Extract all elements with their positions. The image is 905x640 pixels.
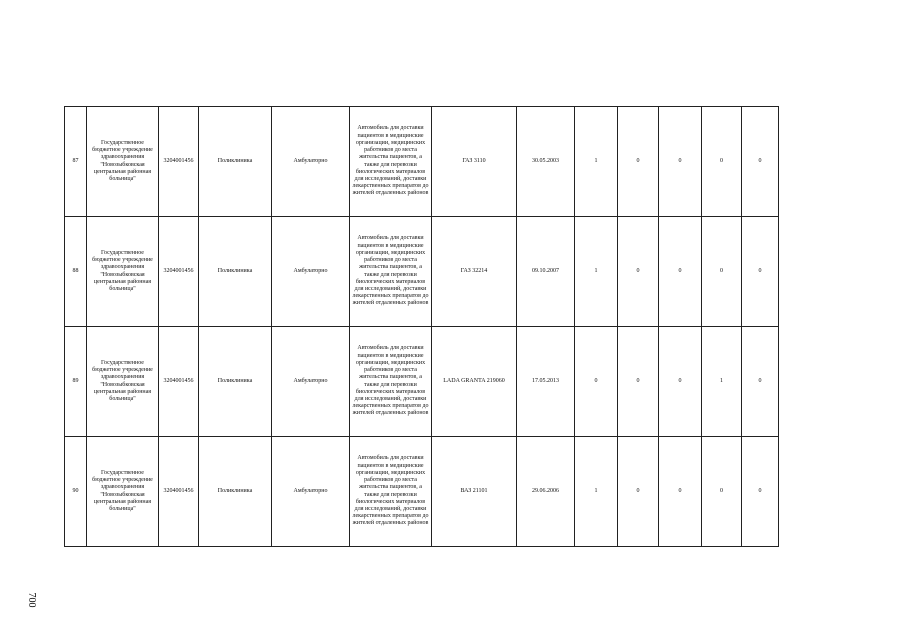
registration-date: 09.10.2007: [517, 217, 575, 327]
quantity-cell: 0: [659, 107, 702, 217]
care-kind: Амбулаторно: [272, 437, 350, 547]
quantity-cell: 0: [659, 437, 702, 547]
care-kind: Амбулаторно: [272, 107, 350, 217]
vehicle-purpose: Автомобиль для доставки пациентов в медицинские организации, медицинских работников до места жительства пациентов, а также для перевозки биологических материалов для исследований, доставки лекарственных препаратов до жителей отдаленных районов: [350, 217, 432, 327]
inn-code: 3204001456: [159, 107, 199, 217]
quantity-cell: 0: [618, 327, 659, 437]
unit-type: Поликлиника: [199, 327, 272, 437]
registration-date: 29.06.2006: [517, 437, 575, 547]
vehicle-register-table: [64, 106, 779, 547]
vehicle-model: ГАЗ 32214: [432, 217, 517, 327]
vehicle-model: ВАЗ 21101: [432, 437, 517, 547]
inn-code: 3204001456: [159, 437, 199, 547]
table-row: [65, 107, 779, 217]
table-body: [65, 107, 779, 547]
quantity-cell: 1: [575, 437, 618, 547]
quantity-cell: 0: [742, 437, 779, 547]
table-row: [65, 437, 779, 547]
quantity-cell: 1: [575, 107, 618, 217]
vehicle-model: ГАЗ 3110: [432, 107, 517, 217]
quantity-cell: 0: [702, 217, 742, 327]
organization-name: Государственное бюджетное учреждение здравоохранения "Новозыбковская центральная районная больница": [87, 437, 159, 547]
unit-type: Поликлиника: [199, 107, 272, 217]
page-number: 700: [26, 592, 38, 608]
inn-code: 3204001456: [159, 327, 199, 437]
row-number: 89: [65, 327, 87, 437]
vehicle-model: LADA GRANTA 219060: [432, 327, 517, 437]
quantity-cell: 0: [742, 327, 779, 437]
inn-code: 3204001456: [159, 217, 199, 327]
quantity-cell: 0: [618, 437, 659, 547]
organization-name: Государственное бюджетное учреждение здравоохранения "Новозыбковская центральная районная больница": [87, 217, 159, 327]
organization-name: Государственное бюджетное учреждение здравоохранения "Новозыбковская центральная районная больница": [87, 327, 159, 437]
unit-type: Поликлиника: [199, 217, 272, 327]
quantity-cell: 0: [659, 217, 702, 327]
quantity-cell: 0: [575, 327, 618, 437]
quantity-cell: 0: [742, 217, 779, 327]
registration-date: 30.05.2003: [517, 107, 575, 217]
unit-type: Поликлиника: [199, 437, 272, 547]
quantity-cell: 0: [742, 107, 779, 217]
organization-name: Государственное бюджетное учреждение здравоохранения "Новозыбковская центральная районная больница": [87, 107, 159, 217]
registration-date: 17.05.2013: [517, 327, 575, 437]
quantity-cell: 1: [702, 327, 742, 437]
row-number: 88: [65, 217, 87, 327]
quantity-cell: 0: [618, 217, 659, 327]
quantity-cell: 0: [702, 107, 742, 217]
vehicle-purpose: Автомобиль для доставки пациентов в медицинские организации, медицинских работников до места жительства пациентов, а также для перевозки биологических материалов для исследований, доставки лекарственных препаратов до жителей отдаленных районов: [350, 107, 432, 217]
quantity-cell: 0: [659, 327, 702, 437]
row-number: 87: [65, 107, 87, 217]
quantity-cell: 0: [702, 437, 742, 547]
quantity-cell: 1: [575, 217, 618, 327]
vehicle-purpose: Автомобиль для доставки пациентов в медицинские организации, медицинских работников до места жительства пациентов, а также для перевозки биологических материалов для исследований, доставки лекарственных препаратов до жителей отдаленных районов: [350, 437, 432, 547]
table-row: [65, 217, 779, 327]
quantity-cell: 0: [618, 107, 659, 217]
vehicle-purpose: Автомобиль для доставки пациентов в медицинские организации, медицинских работников до места жительства пациентов, а также для перевозки биологических материалов для исследований, доставки лекарственных препаратов до жителей отдаленных районов: [350, 327, 432, 437]
row-number: 90: [65, 437, 87, 547]
care-kind: Амбулаторно: [272, 217, 350, 327]
care-kind: Амбулаторно: [272, 327, 350, 437]
table-row: [65, 327, 779, 437]
